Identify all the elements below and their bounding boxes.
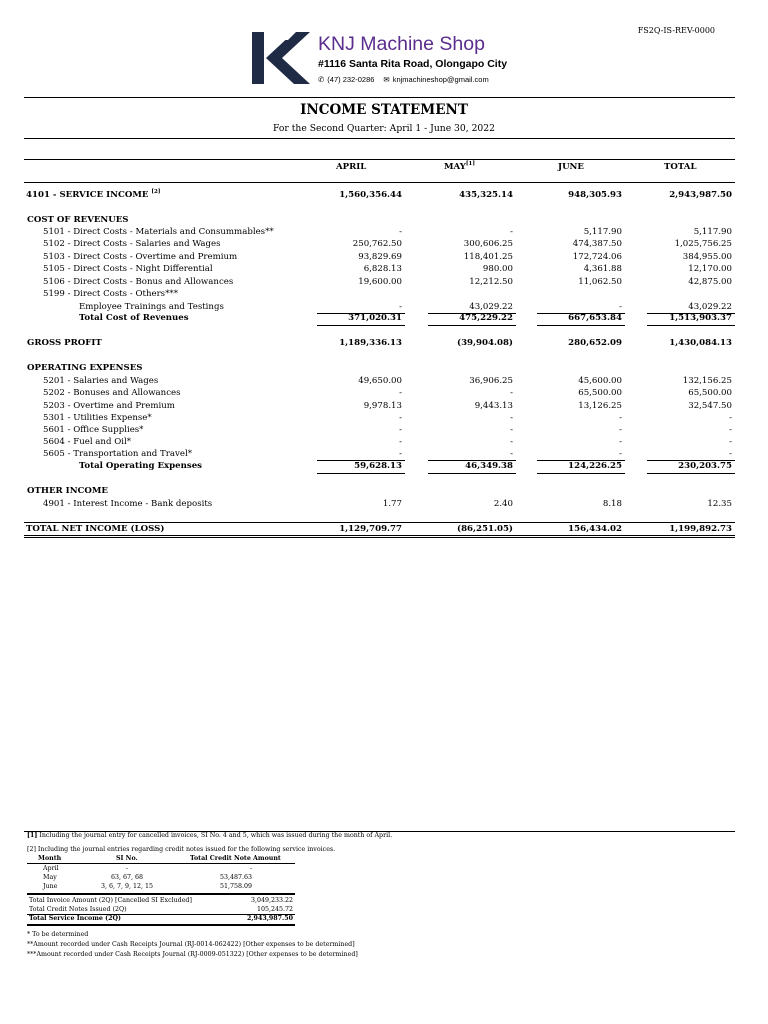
opex-row-label: 5203 - Overtime and Premium bbox=[43, 401, 175, 411]
email-icon: ✉ bbox=[383, 75, 390, 84]
opex-row-value: - bbox=[619, 437, 622, 447]
cost-row-value: - bbox=[619, 302, 622, 312]
cost-row-label: 5199 - Direct Costs - Others*** bbox=[43, 289, 178, 299]
net-income-top-rule bbox=[24, 522, 735, 523]
cost-row-value: 250,762.50 bbox=[352, 239, 402, 249]
gross-profit-value: 1,430,084.13 bbox=[669, 338, 732, 348]
table-row-si: 63, 67, 68 bbox=[110, 874, 144, 881]
summary-value: 105,245.72 bbox=[256, 906, 293, 913]
opex-row-label: 5201 - Salaries and Wages bbox=[43, 376, 159, 386]
opex-row-label: 5604 - Fuel and Oil* bbox=[43, 437, 132, 447]
opex-row-value: - bbox=[510, 413, 513, 423]
cost-total-rule bbox=[428, 325, 516, 326]
cost-row-label: 5103 - Direct Costs - Overtime and Premium bbox=[43, 252, 238, 262]
other-income-row-value: 1.77 bbox=[382, 499, 402, 509]
cost-row-value: 11,062.50 bbox=[578, 277, 622, 287]
opex-row-value: - bbox=[399, 388, 402, 398]
cost-row-value: 43,029.22 bbox=[688, 302, 732, 312]
net-income-value: 156,434.02 bbox=[568, 524, 622, 534]
cost-row-value: 43,029.22 bbox=[469, 302, 513, 312]
table-row-month: April bbox=[43, 865, 59, 872]
cost-total-value: 475,229.22 bbox=[459, 313, 513, 323]
cost-row-label: 5106 - Direct Costs - Bonus and Allowances bbox=[43, 277, 234, 287]
cost-total-value: 371,020.31 bbox=[348, 313, 402, 323]
opex-row-value: - bbox=[729, 413, 732, 423]
opex-row-value: 45,600.00 bbox=[578, 376, 622, 386]
table-row-amount: 53,487.63 bbox=[219, 874, 252, 881]
opex-total-rule bbox=[317, 473, 405, 474]
other-income-row-value: 12.35 bbox=[707, 499, 732, 509]
opex-row-value: - bbox=[399, 437, 402, 447]
company-address: #1116 Santa Rita Road, Olongapo City bbox=[318, 58, 508, 70]
opex-total-rule bbox=[647, 473, 735, 474]
cost-row-value: 19,600.00 bbox=[358, 277, 402, 287]
summary-value: 2,943,987.50 bbox=[246, 915, 293, 922]
opex-row-value: 9,978.13 bbox=[363, 401, 402, 411]
net-income-rule-1 bbox=[24, 535, 735, 536]
opex-row-value: - bbox=[399, 413, 402, 423]
star-note: ***Amount recorded under Cash Receipts Journal (RJ-0009-051322) [Other expenses to be determined] bbox=[27, 951, 358, 958]
gross-profit-value: (39,904.08) bbox=[457, 338, 513, 348]
net-income-value: (86,251.05) bbox=[457, 524, 513, 534]
cost-row-value: - bbox=[399, 302, 402, 312]
opex-row-value: 9,443.13 bbox=[474, 401, 513, 411]
gross-profit-value: 1,189,336.13 bbox=[339, 338, 402, 348]
net-income-rule-2 bbox=[24, 537, 735, 538]
cost-total-rule bbox=[317, 325, 405, 326]
company-phone: (47) 232-0286 bbox=[327, 75, 375, 84]
opex-row-value: - bbox=[510, 437, 513, 447]
column-header-bottom-rule bbox=[24, 182, 735, 183]
cost-total-value: 667,653.84 bbox=[568, 313, 622, 323]
cost-row-value: 172,724.06 bbox=[572, 252, 622, 262]
opex-row-value: - bbox=[510, 425, 513, 435]
opex-row-value: 13,126.25 bbox=[578, 401, 622, 411]
star-note: **Amount recorded under Cash Receipts Journal (RJ-0014-062422) [Other expenses to be determined] bbox=[27, 941, 355, 948]
cost-total-rule bbox=[647, 325, 735, 326]
col-header-june: JUNE bbox=[558, 162, 584, 172]
opex-row-value: - bbox=[399, 449, 402, 459]
summary-label: Total Credit Notes Issued (2Q) bbox=[29, 906, 127, 913]
opex-row-label: 5202 - Bonuses and Allowances bbox=[43, 388, 181, 398]
cost-row-value: 474,387.50 bbox=[572, 239, 622, 249]
cost-row-value: 42,875.00 bbox=[688, 277, 732, 287]
cost-row-value: - bbox=[399, 227, 402, 237]
cost-row-label: 5105 - Direct Costs - Night Differential bbox=[43, 264, 213, 274]
cost-row-value: 5,117.90 bbox=[693, 227, 732, 237]
cost-row-value: 300,606.25 bbox=[463, 239, 513, 249]
summary-label: Total Invoice Amount (2Q) [Cancelled SI Excluded] bbox=[29, 897, 192, 904]
opex-total-value: 46,349.38 bbox=[465, 461, 513, 471]
other-income-row-value: 2.40 bbox=[493, 499, 513, 509]
cost-row-value: 6,828.13 bbox=[363, 264, 402, 274]
net-income-value: 1,129,709.77 bbox=[339, 524, 402, 534]
opex-row-label: 5605 - Transportation and Travel* bbox=[43, 449, 192, 459]
table-row-si: 3, 6, 7, 9, 12, 15 bbox=[100, 883, 154, 890]
opex-total-rule bbox=[428, 473, 516, 474]
opex-total-value: 124,226.25 bbox=[568, 461, 622, 471]
column-header-top-rule bbox=[24, 159, 735, 160]
service-income-label: 4101 - SERVICE INCOME [2] bbox=[26, 189, 161, 200]
table-header-month: Month bbox=[38, 855, 62, 862]
statement-title: INCOME STATEMENT bbox=[300, 102, 468, 118]
table-row-amount: - bbox=[249, 865, 252, 872]
cost-row-label: Employee Trainings and Testings bbox=[79, 302, 224, 312]
table-row-month: May bbox=[43, 874, 57, 881]
summary-bottom-rule bbox=[27, 924, 295, 926]
opex-total-rule bbox=[537, 473, 625, 474]
opex-row-value: 65,500.00 bbox=[578, 388, 622, 398]
opex-row-value: - bbox=[510, 449, 513, 459]
service-income-value: 948,305.93 bbox=[568, 190, 622, 200]
table-row-amount: 51,758.09 bbox=[219, 883, 252, 890]
cost-row-value: 93,829.69 bbox=[358, 252, 402, 262]
opex-row-value: 132,156.25 bbox=[682, 376, 732, 386]
header-rule bbox=[24, 97, 735, 98]
col-header-may: MAY[1] bbox=[444, 161, 475, 172]
cost-row-value: 1,025,756.25 bbox=[674, 239, 732, 249]
opex-row-value: - bbox=[729, 425, 732, 435]
cost-row-label: 5102 - Direct Costs - Salaries and Wages bbox=[43, 239, 221, 249]
cost-row-value: 5,117.90 bbox=[583, 227, 622, 237]
document-code: FS2Q-IS-REV-0000 bbox=[637, 26, 715, 35]
service-income-value: 435,325.14 bbox=[459, 190, 513, 200]
opex-row-value: 36,906.25 bbox=[469, 376, 513, 386]
table-header-si: SI No. bbox=[116, 855, 138, 862]
other-income-header: OTHER INCOME bbox=[27, 486, 108, 496]
opex-row-value: 49,650.00 bbox=[358, 376, 402, 386]
opex-row-value: - bbox=[729, 437, 732, 447]
opex-row-value: - bbox=[510, 388, 513, 398]
service-income-value: 2,943,987.50 bbox=[669, 190, 732, 200]
cost-row-value: 118,401.25 bbox=[463, 252, 513, 262]
opex-row-value: 65,500.00 bbox=[688, 388, 732, 398]
opex-row-value: - bbox=[619, 449, 622, 459]
other-income-row-label: 4901 - Interest Income - Bank deposits bbox=[43, 499, 213, 509]
company-contact bbox=[318, 75, 489, 84]
opex-row-value: - bbox=[729, 449, 732, 459]
cost-row-value: 980.00 bbox=[482, 264, 513, 274]
other-income-row-value: 8.18 bbox=[602, 499, 622, 509]
opex-row-label: 5601 - Office Supplies* bbox=[43, 425, 144, 435]
opex-total-value: 59,628.13 bbox=[354, 461, 402, 471]
cost-total-value: 1,513,903.37 bbox=[669, 313, 732, 323]
service-income-value: 1,560,356.44 bbox=[339, 190, 402, 200]
statement-period: For the Second Quarter: April 1 - June 30, 2022 bbox=[273, 123, 495, 134]
opex-row-label: 5301 - Utilities Expense* bbox=[43, 413, 152, 423]
table-header-amount: Total Credit Note Amount bbox=[190, 855, 281, 862]
company-email: knjmachineshop@gmail.com bbox=[392, 75, 489, 84]
cost-row-label: 5101 - Direct Costs - Materials and Consummables** bbox=[43, 227, 274, 237]
footnote-2: [2] Including the journal entries regarding credit notes issued for the following service invoices. bbox=[27, 846, 336, 853]
cost-row-value: 4,361.88 bbox=[583, 264, 622, 274]
summary-value: 3,049,233.22 bbox=[250, 897, 293, 904]
cost-total-rule bbox=[537, 325, 625, 326]
star-note: * To be determined bbox=[27, 931, 89, 938]
opex-row-value: - bbox=[399, 425, 402, 435]
summary-label: Total Service Income (2Q) bbox=[29, 915, 121, 922]
cost-row-value: 384,955.00 bbox=[682, 252, 732, 262]
table-row-si: - bbox=[125, 865, 129, 872]
footnote-1: [1] Including the journal entry for cancelled invoices, SI No. 4 and 5, which was issued during the month of April. bbox=[27, 832, 393, 839]
cost-total-label: Total Cost of Revenues bbox=[79, 313, 189, 323]
opex-total-label: Total Operating Expenses bbox=[79, 461, 203, 471]
cost-row-value: - bbox=[510, 227, 513, 237]
col-header-total: TOTAL bbox=[664, 162, 697, 172]
cost-of-revenues-header: COST OF REVENUES bbox=[27, 215, 129, 225]
col-header-april: APRIL bbox=[336, 162, 367, 172]
table-header-rule bbox=[27, 863, 295, 864]
subtitle-rule bbox=[24, 138, 735, 139]
net-income-value: 1,199,892.73 bbox=[669, 524, 732, 534]
opex-row-value: - bbox=[619, 413, 622, 423]
opex-row-value: 32,547.50 bbox=[688, 401, 732, 411]
cost-row-value: 12,212.50 bbox=[469, 277, 513, 287]
cost-row-value: 12,170.00 bbox=[688, 264, 732, 274]
table-bottom-rule bbox=[27, 893, 295, 895]
company-name: KNJ Machine Shop bbox=[318, 33, 485, 55]
phone-icon: ✆ bbox=[318, 75, 325, 84]
gross-profit-value: 280,652.09 bbox=[568, 338, 622, 348]
knj-logo-icon bbox=[250, 28, 312, 88]
gross-profit-label: GROSS PROFIT bbox=[27, 338, 102, 348]
operating-expenses-header: OPERATING EXPENSES bbox=[27, 363, 143, 373]
summary-rule bbox=[27, 914, 295, 915]
net-income-label: TOTAL NET INCOME (LOSS) bbox=[26, 524, 165, 534]
opex-row-value: - bbox=[619, 425, 622, 435]
table-row-month: June bbox=[43, 883, 58, 890]
opex-total-value: 230,203.75 bbox=[678, 461, 732, 471]
